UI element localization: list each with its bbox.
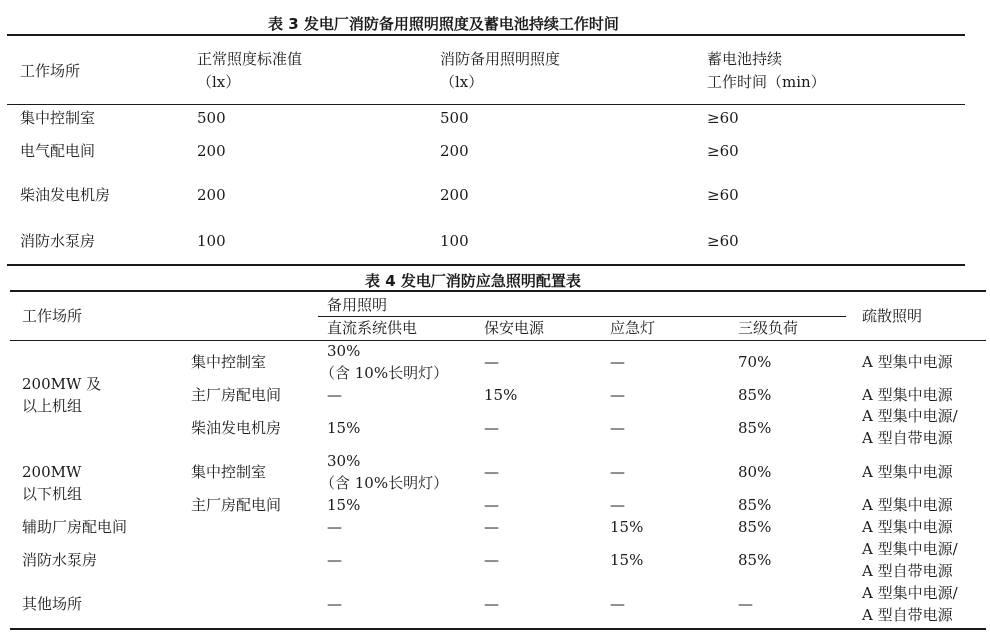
- table4-group-label: 200MW 及: [22, 375, 102, 393]
- table4-header-security: 保安电源: [484, 319, 545, 337]
- table3-header-battery: 蓄电池持续: [707, 50, 783, 68]
- table4-cell-tier3: 85%: [738, 496, 772, 514]
- table4-group-label: 以上机组: [22, 397, 83, 415]
- table4-cell-dc: 15%: [327, 419, 361, 437]
- table3-cell-battery: ≥60: [707, 109, 739, 127]
- table4-bottom-rule: [10, 628, 986, 630]
- table4-cell-place: 其他场所: [22, 595, 83, 613]
- table4-cell-tier3: 85%: [738, 518, 772, 536]
- table4-cell-dc: 30%: [327, 452, 361, 470]
- table4-cell-lamp: —: [610, 353, 625, 371]
- table4-cell-security: —: [484, 419, 499, 437]
- table4-top-rule: [10, 290, 986, 292]
- table4-cell-tier3: 70%: [738, 353, 772, 371]
- table3-header-normal-unit: （lx）: [197, 73, 241, 91]
- table3-cell-normal: 100: [197, 232, 226, 250]
- table3-header-backup: 消防备用照明照度: [440, 50, 561, 68]
- table4-cell-dc: 30%: [327, 342, 361, 360]
- table4-cell-place: 消防水泵房: [22, 551, 98, 569]
- table3-caption: 表 3 发电厂消防备用照明照度及蓄电池持续工作时间: [268, 15, 619, 33]
- table4-cell-dc-note: （含 10%长明灯）: [320, 364, 449, 382]
- table3-cell-place: 消防水泵房: [20, 232, 96, 250]
- table3-cell-backup: 500: [440, 109, 469, 127]
- table3-bottom-rule: [7, 264, 965, 266]
- table4-cell-place: 辅助厂房配电间: [22, 518, 128, 536]
- table4-cell-tier3: 85%: [738, 419, 772, 437]
- table3-cell-battery: ≥60: [707, 186, 739, 204]
- table4-group-label: 以下机组: [22, 485, 83, 503]
- table4-cell-subplace: 集中控制室: [191, 353, 267, 371]
- table4-cell-evac-2: A 型自带电源: [862, 606, 953, 624]
- table4-group-label: 200MW: [22, 463, 82, 481]
- table3-header-normal: 正常照度标准值: [197, 50, 303, 68]
- table4-cell-dc: —: [327, 518, 342, 536]
- table3-cell-place: 电气配电间: [20, 142, 96, 160]
- table4-cell-security: —: [484, 353, 499, 371]
- table4-cell-lamp: 15%: [610, 551, 644, 569]
- table4-cell-dc: 15%: [327, 496, 361, 514]
- table4-cell-evac: A 型集中电源: [862, 518, 953, 536]
- table4-cell-evac: A 型集中电源: [862, 496, 953, 514]
- table4-cell-subplace: 主厂房配电间: [191, 386, 282, 404]
- table3-cell-battery: ≥60: [707, 232, 739, 250]
- table4-header-dc: 直流系统供电: [327, 319, 418, 337]
- table4-header-evac: 疏散照明: [862, 307, 923, 325]
- table4-cell-tier3: 80%: [738, 463, 772, 481]
- table4-cell-security: —: [484, 551, 499, 569]
- table3-cell-normal: 500: [197, 109, 226, 127]
- table4-header-rule: [10, 340, 986, 341]
- table3-cell-battery: ≥60: [707, 142, 739, 160]
- table4-cell-subplace: 集中控制室: [191, 463, 267, 481]
- table4-cell-evac: A 型集中电源/: [862, 540, 958, 558]
- table4-cell-subplace: 柴油发电机房: [191, 419, 282, 437]
- table4-header-place: 工作场所: [22, 307, 83, 325]
- table4-cell-dc: —: [327, 551, 342, 569]
- table3-cell-place: 柴油发电机房: [20, 186, 111, 204]
- table4-header-emergency-lamp: 应急灯: [610, 319, 656, 337]
- table3-header-rule: [7, 104, 965, 105]
- table3-header-backup-unit: （lx）: [440, 73, 484, 91]
- table3-header-place: 工作场所: [20, 62, 81, 80]
- table4-cell-lamp: —: [610, 386, 625, 404]
- table4-header-tier3: 三级负荷: [738, 319, 799, 337]
- table4-cell-evac: A 型集中电源: [862, 353, 953, 371]
- table4-cell-security: —: [484, 595, 499, 613]
- table3-cell-place: 集中控制室: [20, 109, 96, 127]
- table4-cell-dc-note: （含 10%长明灯）: [320, 474, 449, 492]
- table4-cell-lamp: —: [610, 496, 625, 514]
- table4-cell-evac: A 型集中电源: [862, 386, 953, 404]
- table4-cell-dc: —: [327, 386, 342, 404]
- table4-cell-security: —: [484, 496, 499, 514]
- table4-cell-lamp: —: [610, 595, 625, 613]
- table4-cell-security: —: [484, 518, 499, 536]
- table4-cell-subplace: 主厂房配电间: [191, 496, 282, 514]
- table4-cell-tier3: —: [738, 595, 753, 613]
- table4-cell-tier3: 85%: [738, 386, 772, 404]
- table4-cell-evac: A 型集中电源/: [862, 407, 958, 425]
- table4-cell-evac-2: A 型自带电源: [862, 562, 953, 580]
- table3-top-rule: [7, 34, 965, 36]
- table4-cell-evac-2: A 型自带电源: [862, 429, 953, 447]
- table4-cell-security: —: [484, 463, 499, 481]
- table3-cell-backup: 200: [440, 186, 469, 204]
- table4-cell-evac: A 型集中电源: [862, 463, 953, 481]
- table4-cell-lamp: —: [610, 419, 625, 437]
- table3-cell-normal: 200: [197, 142, 226, 160]
- table3-header-battery-time: 工作时间（min）: [707, 73, 826, 91]
- table4-cell-lamp: —: [610, 463, 625, 481]
- table3-cell-backup: 200: [440, 142, 469, 160]
- table3-cell-backup: 100: [440, 232, 469, 250]
- table4-cell-dc: —: [327, 595, 342, 613]
- table4-cell-tier3: 85%: [738, 551, 772, 569]
- table4-cell-security: 15%: [484, 386, 518, 404]
- table4-cell-evac: A 型集中电源/: [862, 584, 958, 602]
- table4-caption: 表 4 发电厂消防应急照明配置表: [365, 272, 581, 290]
- table3-cell-normal: 200: [197, 186, 226, 204]
- table4-header-backup: 备用照明: [327, 296, 388, 314]
- table4-cell-lamp: 15%: [610, 518, 644, 536]
